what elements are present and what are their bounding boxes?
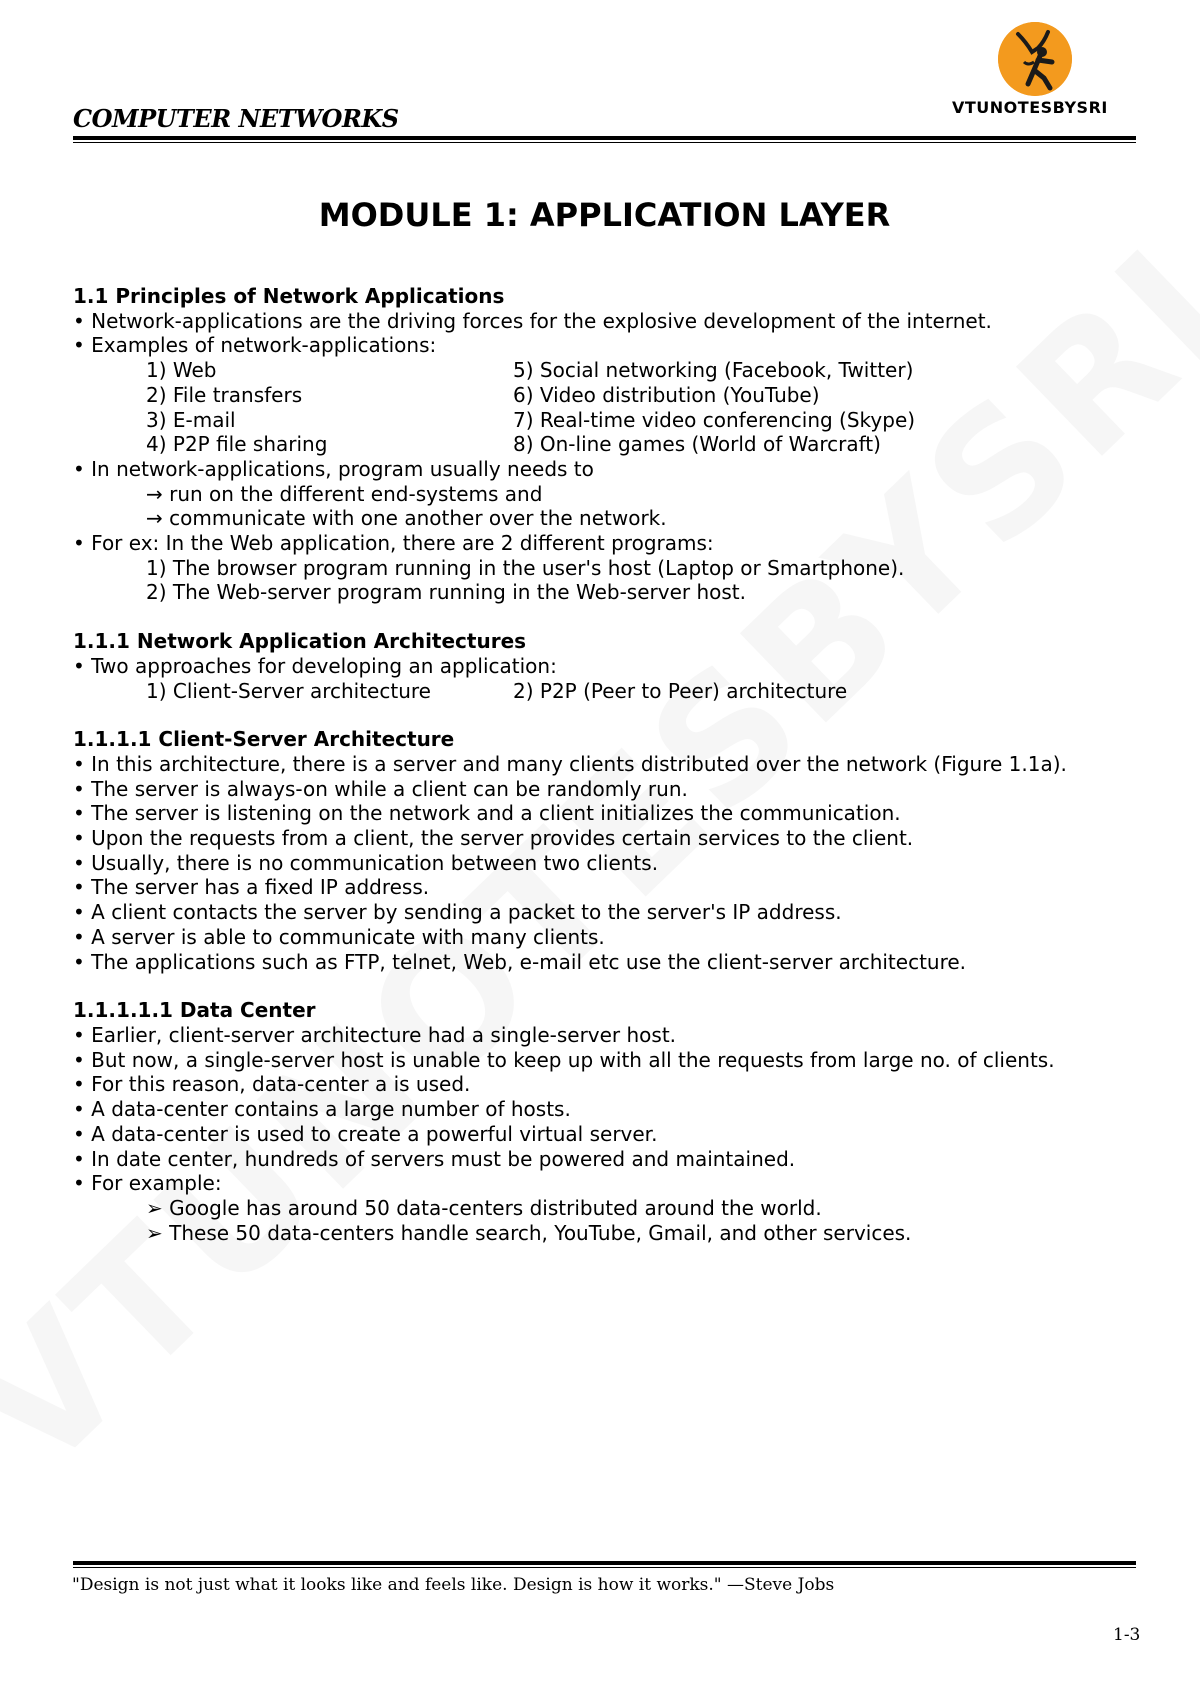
footer-quote: "Design is not just what it looks like and feels like. Design is how it works." —Steve Jobs <box>72 1575 835 1595</box>
bullet: • Two approaches for developing an application: <box>73 653 557 678</box>
bullet: • Usually, there is no communication between two clients. <box>73 850 659 875</box>
sub-item: → run on the different end-systems and <box>146 481 543 506</box>
bullet: • In date center, hundreds of servers must be powered and maintained. <box>73 1146 796 1171</box>
example-row: 1) Web 5) Social networking (Facebook, Twitter) <box>146 358 914 383</box>
bullet: • A client contacts the server by sending a packet to the server's IP address. <box>73 900 842 925</box>
page-title: MODULE 1: APPLICATION LAYER <box>318 196 891 234</box>
bullet: • Network-applications are the driving forces for the explosive development of the internet. <box>73 308 992 333</box>
section-heading: 1.1.1.1 Client-Server Architecture <box>73 727 455 752</box>
example-row: 2) File transfers 6) Video distribution (YouTube) <box>146 382 820 407</box>
approach-row: 1) Client-Server architecture 2) P2P (Peer to Peer) architecture <box>146 678 848 703</box>
bullet: • The server has a fixed IP address. <box>73 875 430 900</box>
header-rule-thin <box>73 142 1136 143</box>
footer-rule-thin <box>73 1567 1136 1568</box>
bullet: • A data-center contains a large number of hosts. <box>73 1097 571 1122</box>
sub-item: ➢ Google has around 50 data-centers distributed around the world. <box>146 1195 822 1220</box>
bullet: • In this architecture, there is a server and many clients distributed over the network (Figure 1.1a). <box>73 751 1067 776</box>
bullet: • Earlier, client-server architecture had a single-server host. <box>73 1022 677 1047</box>
page-number: 1-3 <box>1113 1625 1141 1645</box>
bullet: • The server is listening on the network and a client initializes the communication. <box>73 801 901 826</box>
header-title: COMPUTER NETWORKS <box>73 104 399 133</box>
sub-item: 2) The Web-server program running in the Web-server host. <box>146 580 746 605</box>
sub-item: 1) The browser program running in the user's host (Laptop or Smartphone). <box>146 555 905 580</box>
section-heading: 1.1 Principles of Network Applications <box>73 284 505 308</box>
climber-logo-icon <box>998 22 1072 96</box>
section-heading: 1.1.1 Network Application Architectures <box>73 629 527 654</box>
example-row: 4) P2P file sharing 8) On-line games (World of Warcraft) <box>146 432 881 457</box>
bullet: • But now, a single-server host is unable to keep up with all the requests from large no. of clients. <box>73 1047 1055 1072</box>
bullet: • The applications such as FTP, telnet, Web, e-mail etc use the client-server architecture. <box>73 949 967 974</box>
sub-item: ➢ These 50 data-centers handle search, YouTube, Gmail, and other services. <box>146 1220 912 1245</box>
sub-item: → communicate with one another over the network. <box>146 506 667 531</box>
document-body <box>73 284 1136 1245</box>
footer-rule <box>73 1561 1136 1565</box>
header-rule <box>73 136 1136 140</box>
example-row: 3) E-mail 7) Real-time video conferencing (Skype) <box>146 407 916 432</box>
bullet: • In network-applications, program usually needs to <box>73 456 594 481</box>
bullet: • The server is always-on while a client can be randomly run. <box>73 776 688 801</box>
brand-name: VTUNOTESBYSRI <box>952 98 1108 117</box>
bullet: • Examples of network-applications: <box>73 333 437 358</box>
bullet: • For ex: In the Web application, there are 2 different programs: <box>73 531 714 556</box>
bullet: • A server is able to communicate with many clients. <box>73 924 605 949</box>
bullet: • For this reason, data-center a is used. <box>73 1072 471 1097</box>
section-heading: 1.1.1.1.1 Data Center <box>73 998 316 1023</box>
bullet: • A data-center is used to create a powerful virtual server. <box>73 1121 658 1146</box>
bullet: • For example: <box>73 1171 222 1196</box>
bullet: • Upon the requests from a client, the server provides certain services to the client. <box>73 826 914 851</box>
